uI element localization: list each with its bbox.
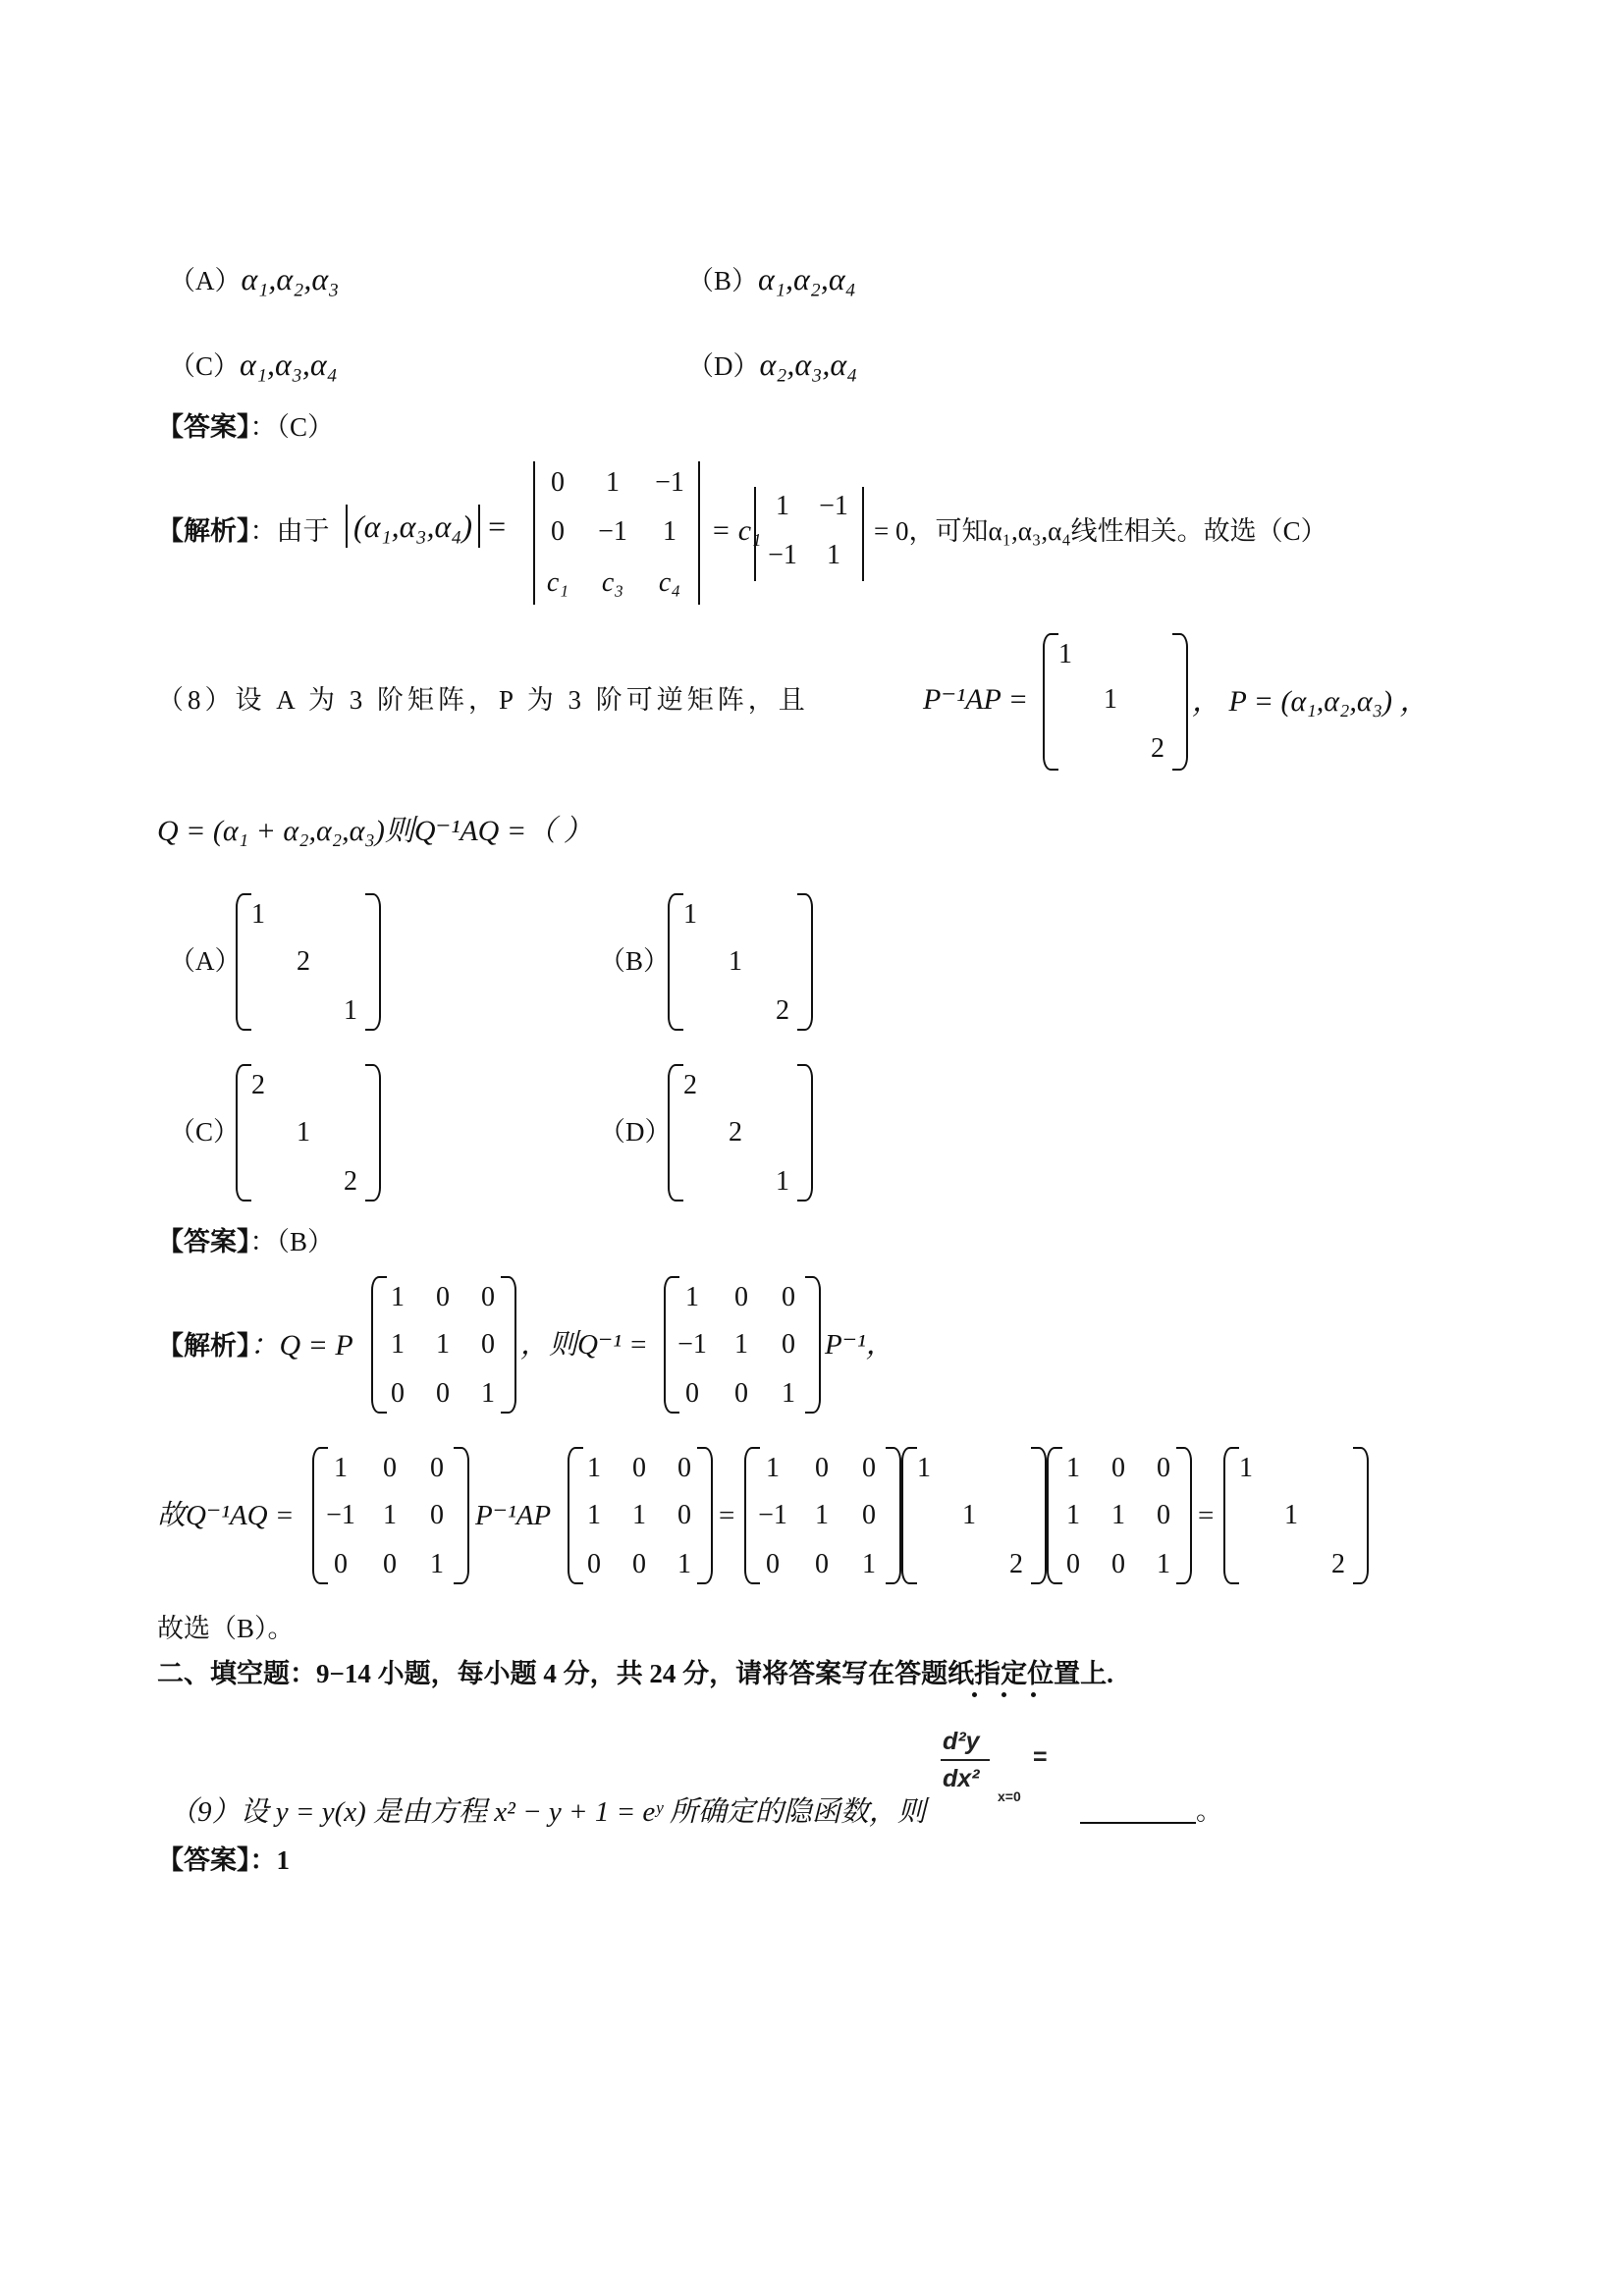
q8-gu: 故Q⁻¹AQ = (157, 1500, 295, 1531)
option-value: α₁,α₂,α₃ (241, 261, 340, 296)
q8-given-diag-matrix: 1 1 2 (1043, 633, 1188, 771)
q8-option-c-matrix: 2 1 2 (236, 1064, 381, 1201)
q8-m8-diag-matrix: 1 1 2 (1223, 1447, 1369, 1584)
q8-analysis-head: 【解析】：Q = P (157, 1329, 353, 1362)
option-value: α₁,α₂,α₄ (758, 261, 856, 296)
q9-stem: （9）设 y = y(x) 是由方程 x² − y + 1 = eʸ 所确定的隐函数，则 (169, 1796, 926, 1828)
emphasis-dot (972, 1692, 977, 1697)
q7-answer: 【答案】：（C） (157, 412, 335, 442)
q9-blank-line: 。 (1080, 1798, 1222, 1825)
q8-option-b-label: （B） (599, 946, 671, 976)
q7-option-a (169, 263, 339, 294)
emphasis-dot (1001, 1692, 1006, 1697)
q7-option-c (169, 348, 338, 380)
q7-option-b (687, 263, 856, 294)
q8-eq-2: = (1198, 1500, 1215, 1531)
q8-option-a-matrix: 1 2 1 (236, 893, 381, 1031)
option-label: （B） (687, 266, 759, 295)
q8-stem-line2: Q = (α₁ + α₂,α₂,α₃)则Q⁻¹AQ =（ ） (157, 815, 593, 847)
q9-frac-condition: x=0 (998, 1789, 1021, 1804)
q9-frac-bar (941, 1759, 990, 1761)
q9-frac-eq: = (1033, 1743, 1048, 1771)
q7-det2: 1 −1 −1 1 (754, 487, 864, 581)
q8-m3-matrix: 1 0 0 −1 1 0 0 0 1 (312, 1447, 469, 1584)
q7-det-label: (α₁,α₃,α₄) = (346, 510, 506, 542)
q9-answer: 【答案】：1 (157, 1845, 290, 1875)
q8-p-def: ， P = (α₁,α₂,α₃) ， (1192, 685, 1430, 718)
q9-frac-denominator: dx² (943, 1765, 980, 1792)
q7-analysis-head: 【解析】：由于 (157, 516, 330, 546)
q8-m4-matrix: 1 0 0 1 1 0 0 0 1 (568, 1447, 713, 1584)
q9-frac-numerator: d²y (943, 1728, 980, 1755)
q8-m6-diag-matrix: 1 1 2 (901, 1447, 1047, 1584)
option-label: （C） (169, 351, 241, 381)
q7-analysis-post: = 0，可知α₁,α₃,α₄线性相关。故选（C） (874, 516, 1327, 546)
q8-conclusion: 故选（B）。 (157, 1614, 295, 1643)
q7-eq-c1: = c₁ (711, 514, 762, 547)
q8-option-a-label: （A） (169, 946, 242, 976)
q8-m1-matrix: 1 0 0 1 1 0 0 0 1 (371, 1276, 516, 1414)
q8-m7-matrix: 1 0 0 1 1 0 0 0 1 (1047, 1447, 1192, 1584)
q8-option-b-matrix: 1 1 2 (668, 893, 813, 1031)
q8-stem-line1: （8）设 A 为 3 阶矩阵，P 为 3 阶可逆矩阵，且 (157, 685, 809, 715)
q8-pap: P⁻¹AP = (923, 683, 1029, 716)
option-value: α₂,α₃,α₄ (759, 347, 858, 382)
emphasis-dot (1031, 1692, 1036, 1697)
q8-m2-matrix: 1 0 0 −1 1 0 0 0 1 (664, 1276, 821, 1414)
option-value: α₁,α₃,α₄ (240, 347, 338, 382)
q7-option-d (687, 348, 857, 380)
option-label: （A） (169, 266, 242, 295)
q8-m5-matrix: 1 0 0 −1 1 0 0 0 1 (744, 1447, 901, 1584)
q8-option-d-matrix: 2 2 1 (668, 1064, 813, 1201)
q8-eq-1: = (719, 1500, 735, 1531)
q7-det3: 0 1 −1 0 −1 1 c₁ c₃ c₄ (533, 461, 700, 605)
q8-option-d-label: （D） (599, 1117, 672, 1147)
q8-pinv-end: P⁻¹， (825, 1329, 894, 1361)
q8-then: ，则Q⁻¹ = (520, 1329, 648, 1361)
q8-option-c-label: （C） (169, 1117, 241, 1147)
option-label: （D） (687, 351, 760, 381)
q8-mid: P⁻¹AP (475, 1500, 552, 1531)
q8-answer: 【答案】：（B） (157, 1227, 335, 1256)
section-2-heading: 二、填空题：9−14 小题，每小题 4 分，共 24 分，请将答案写在答题纸指定位置上. (157, 1659, 1113, 1688)
